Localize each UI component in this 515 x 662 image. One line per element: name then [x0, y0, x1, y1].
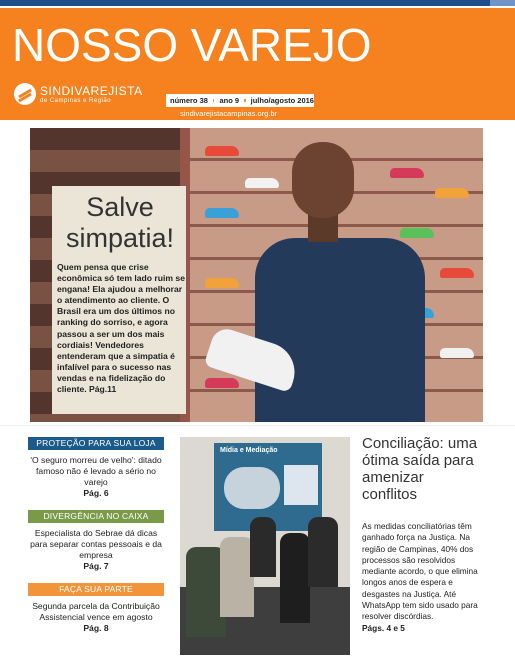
person-standing: [308, 517, 338, 587]
handshake-image: [224, 467, 280, 509]
cover-headline-line1: Salve: [86, 192, 154, 222]
section-page: Pág. 6: [83, 488, 109, 498]
shelf-shoe: [205, 208, 239, 218]
person-seated: [280, 533, 310, 623]
publisher-subtitle: de Campinas e Região: [40, 98, 112, 104]
cover-story-box: [52, 186, 186, 414]
section-page: Pág. 7: [83, 561, 109, 571]
shelf-shoe: [205, 378, 239, 388]
section-body: 'O seguro morreu de velho': ditado famoso não é levado a sério no varejo: [30, 455, 162, 487]
cover-headline: [58, 192, 182, 254]
section-divergencia[interactable]: [28, 510, 164, 571]
separator-dot-icon: [244, 99, 246, 102]
divider: [0, 425, 515, 426]
feature-body: As medidas conciliatórias têm ganhado força na Justiça. Na região de Campinas, 40% dos processos são resolvidos mediante acordo, o que elimina longos anos de espera e desgastes na Justiça. Até WhatsApp tem sido usado para resolver discórdias.: [362, 521, 478, 622]
section-protecao[interactable]: [28, 437, 164, 498]
shelf-shoe: [245, 178, 279, 188]
issue-bar: [166, 94, 314, 107]
person-head: [292, 142, 354, 218]
publisher-logo: [14, 83, 174, 107]
feature-column[interactable]: [362, 435, 482, 633]
issue-site: sindivarejistacampinas.org.br: [180, 109, 278, 118]
masthead-header: [0, 8, 515, 120]
person-shirt: [255, 238, 425, 422]
feature-title: Conciliação: uma ótima saída para amenizar conflitos: [362, 435, 478, 503]
shelf-shoe: [400, 228, 434, 238]
person-seated: [220, 537, 254, 617]
banner-textblock: [284, 465, 318, 505]
person-standing: [250, 517, 276, 577]
top-strip-blue: [0, 0, 490, 6]
shelf-shoe: [205, 278, 239, 288]
feature-photo: [180, 437, 350, 655]
feature-pages: Págs. 4 e 5: [362, 622, 405, 633]
sections-column: [28, 437, 164, 633]
section-tag: FAÇA SUA PARTE: [28, 583, 164, 596]
issue-year: ano 9: [219, 96, 240, 105]
masthead-title: NOSSO VAREJO: [12, 19, 372, 71]
cover-story-body: Quem pensa que crise econômica só tem lado ruim se engana! Ela ajudou a melhorar o atendimento ao cliente. O Brasil era um dos últimos no ranking do sorriso, e agora passou a ser um dos mais cordiais! Vendedores entenderam que a simpatia é infalível para o sucesso nas vendas e na fidelização do cliente. Pág.11: [57, 262, 185, 395]
section-body: Segunda parcela da Contribuição Assistencial vence em agosto: [32, 601, 160, 622]
separator-dot-icon: [213, 99, 215, 102]
shelf-shoe: [440, 348, 474, 358]
shelf-shoe: [440, 268, 474, 278]
shelf-shoe: [435, 188, 469, 198]
section-body: Especialista do Sebrae dá dicas para separar contas pessoais e da empresa: [30, 528, 162, 560]
shelf-shoe: [205, 146, 239, 156]
publisher-logo-icon: [14, 83, 36, 105]
shelf-shoe: [390, 168, 424, 178]
section-tag: DIVERGÊNCIA NO CAIXA: [28, 510, 164, 523]
section-faca-sua-parte[interactable]: [28, 583, 164, 633]
issue-date: julho/agosto 2016: [250, 96, 314, 105]
issue-number: número 38: [170, 96, 208, 105]
section-tag: PROTEÇÃO PARA SUA LOJA: [28, 437, 164, 450]
top-strip-light-blue: [490, 0, 515, 6]
cover-headline-line2: simpatia!: [65, 223, 175, 253]
publisher-name: SINDIVAREJISTA: [40, 84, 143, 98]
section-page: Pág. 8: [83, 623, 109, 633]
banner-text: Mídia e Mediação: [220, 447, 278, 454]
